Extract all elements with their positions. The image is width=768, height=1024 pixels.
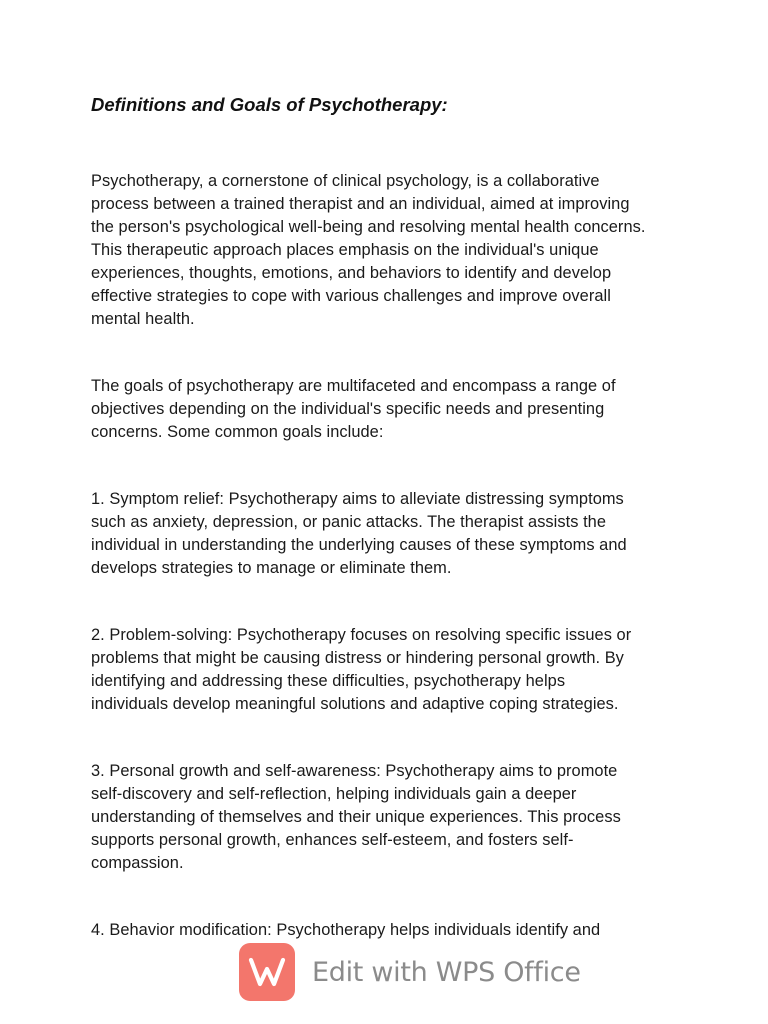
document-page — [91, 92, 691, 986]
text-line: This therapeutic approach places emphasis on the individual's unique — [91, 241, 599, 259]
paragraph-goal-problem-solving — [91, 624, 691, 716]
text-line: experiences, thoughts, emotions, and behaviors to identify and develop — [91, 264, 612, 282]
text-line: compassion. — [91, 854, 184, 872]
text-line: 1. Symptom relief: Psychotherapy aims to alleviate distressing symptoms — [91, 490, 624, 508]
text-line: objectives depending on the individual's specific needs and presenting — [91, 400, 605, 418]
text-line: individual in understanding the underlying causes of these symptoms and — [91, 536, 627, 554]
wps-watermark[interactable] — [239, 943, 581, 1001]
text-line: self-discovery and self-reflection, helping individuals gain a deeper — [91, 785, 577, 803]
text-line: identifying and addressing these difficulties, psychotherapy helps — [91, 672, 566, 690]
text-line: Psychotherapy, a cornerstone of clinical psychology, is a collaborative — [91, 172, 600, 190]
text-line: problems that might be causing distress or hindering personal growth. By — [91, 649, 624, 667]
text-line: effective strategies to cope with various challenges and improve overall — [91, 287, 611, 305]
text-line: such as anxiety, depression, or panic attacks. The therapist assists the — [91, 513, 607, 531]
text-line: process between a trained therapist and an individual, aimed at improving — [91, 195, 630, 213]
paragraph-goal-behavior-modification — [91, 919, 691, 942]
text-line: the person's psychological well-being and resolving mental health concerns. — [91, 218, 646, 236]
text-line: 2. Problem-solving: Psychotherapy focuses on resolving specific issues or — [91, 626, 632, 644]
text-line: 4. Behavior modification: Psychotherapy helps individuals identify and — [91, 921, 601, 939]
text-line: mental health. — [91, 310, 195, 328]
paragraph-goals-intro — [91, 375, 691, 444]
paragraph-goal-symptom-relief — [91, 488, 691, 580]
paragraph-goal-personal-growth — [91, 760, 691, 875]
document-heading: Definitions and Goals of Psychotherapy: — [91, 94, 448, 115]
paragraph-intro — [91, 170, 691, 331]
wps-watermark-label: Edit with WPS Office — [312, 956, 581, 988]
text-line: develops strategies to manage or eliminate them. — [91, 559, 452, 577]
text-line: The goals of psychotherapy are multifaceted and encompass a range of — [91, 377, 616, 395]
text-line: concerns. Some common goals include: — [91, 423, 384, 441]
text-line: 3. Personal growth and self-awareness: Psychotherapy aims to promote — [91, 762, 618, 780]
text-line: understanding of themselves and their unique experiences. This process — [91, 808, 621, 826]
text-line: individuals develop meaningful solutions and adaptive coping strategies. — [91, 695, 619, 713]
wps-office-logo-icon — [239, 943, 295, 1001]
text-line: supports personal growth, enhances self-esteem, and fosters self- — [91, 831, 574, 849]
